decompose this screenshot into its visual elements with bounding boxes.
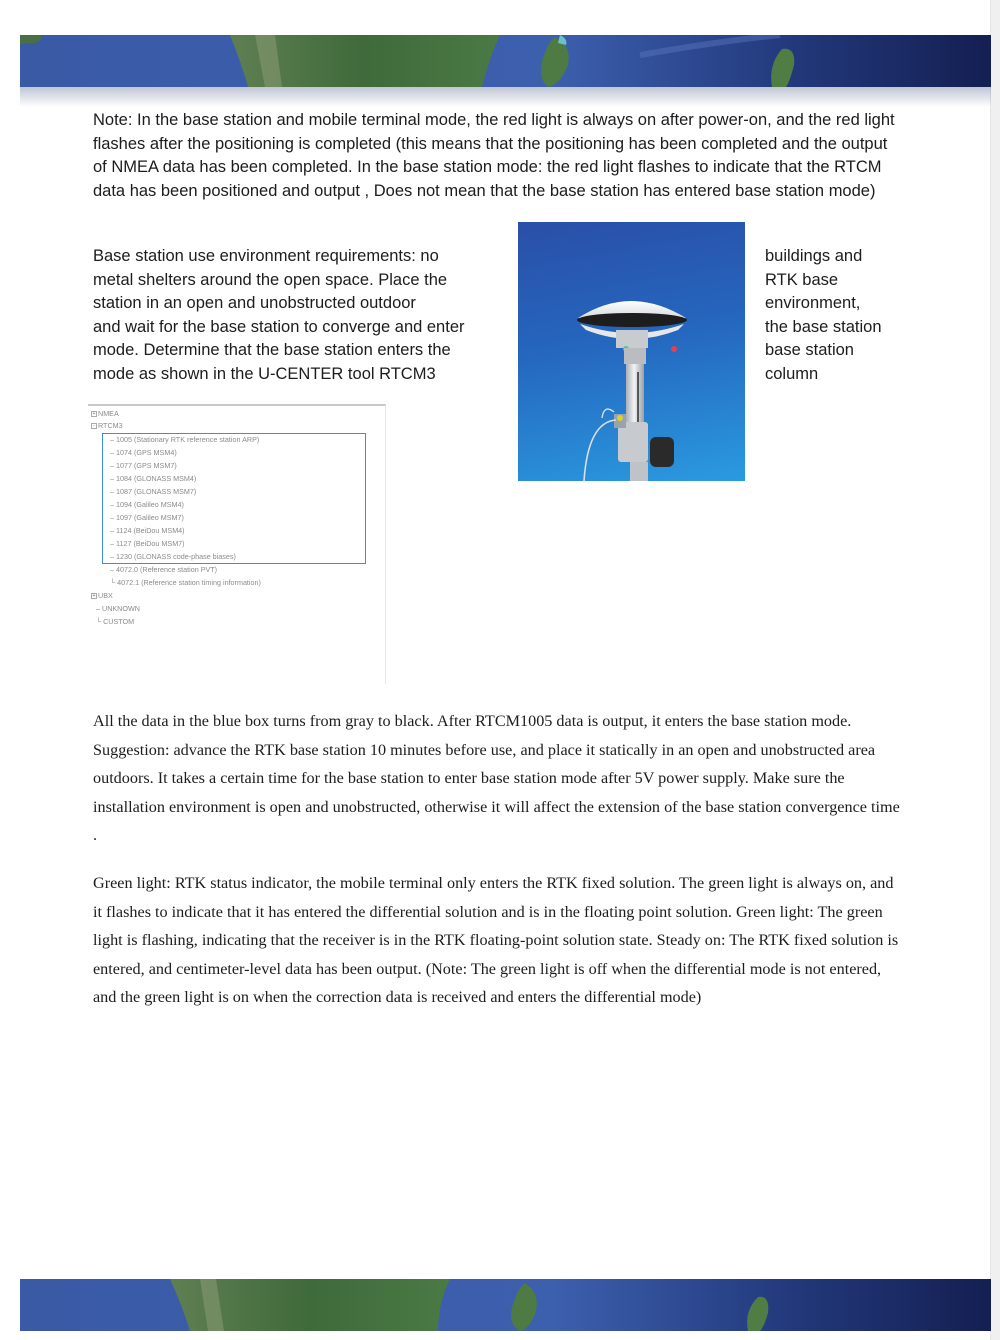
tree-node-ubx[interactable]: + UBX xyxy=(92,591,113,600)
text-line: environment, xyxy=(765,294,861,312)
environment-requirements-left xyxy=(93,245,503,386)
text-line: mode as shown in the U-CENTER tool RTCM3 xyxy=(93,364,436,383)
vertical-scrollbar[interactable] xyxy=(990,0,1000,1340)
text-line: base station xyxy=(765,341,854,359)
text-line: column xyxy=(765,364,819,383)
tree-node-4072-0[interactable]: – 4072.0 (Reference station PVT) xyxy=(110,565,218,574)
tree-node-1230[interactable]: – 1230 (GLONASS code-phase biases) xyxy=(110,552,236,561)
header-banner-reflection xyxy=(20,87,991,107)
gnss-antenna-illustration xyxy=(518,222,745,481)
text-line: mode. Determine that the base station enters the xyxy=(93,341,451,359)
text-line: RTK base xyxy=(765,270,839,289)
tree-node-unknown[interactable]: – UNKNOWN xyxy=(96,604,140,613)
text-line: station in an open and unobstructed outdoor xyxy=(93,294,416,312)
tree-node-custom[interactable]: └ CUSTOM xyxy=(96,617,135,626)
ucenter-message-tree xyxy=(88,404,386,684)
satellite-map-graphic xyxy=(20,35,991,87)
footer-banner-image xyxy=(20,1279,991,1331)
tree-node-1097[interactable]: – 1097 (Galileo MSM7) xyxy=(110,513,184,522)
collapse-icon[interactable]: - xyxy=(91,423,97,429)
tree-node-1005[interactable]: – 1005 (Stationary RTK reference station ARP) xyxy=(110,435,260,444)
text-line: buildings and xyxy=(765,247,863,265)
environment-requirements-right xyxy=(765,245,915,386)
text-line: Base station use environment requirements: no xyxy=(93,247,439,265)
expand-icon[interactable]: + xyxy=(92,593,96,600)
tree-node-1074[interactable]: – 1074 (GPS MSM4) xyxy=(110,448,177,457)
text-line: and wait for the base station to converge and enter xyxy=(93,317,465,336)
expand-icon[interactable]: + xyxy=(92,411,96,418)
tree-node-nmea[interactable]: + NMEA xyxy=(92,409,119,418)
tree-node-1127[interactable]: – 1127 (BeiDou MSM7) xyxy=(110,539,185,548)
tree-node-4072-1[interactable]: └ 4072.1 (Reference station timing information) xyxy=(110,578,261,587)
red-led-icon xyxy=(671,346,677,352)
tree-node-rtcm3[interactable]: - RTCM3 xyxy=(91,421,123,430)
rtk-base-station-photo xyxy=(518,222,745,481)
tree-node-1094[interactable]: – 1094 (Galileo MSM4) xyxy=(110,500,184,509)
tree-node-1124[interactable]: – 1124 (BeiDou MSM4) xyxy=(110,526,185,535)
text-line: the base station xyxy=(765,317,882,336)
header-banner-image xyxy=(20,35,991,87)
rtcm-instructions-paragraph: All the data in the blue box turns from gray to black. After RTCM1005 data is output, it enters the base station mode. Suggestion: advance the RTK base station 10 minutes before use, and place it statically in an open and unobstructed area outdoors. It takes a certain time for the base station to enter base station mode after 5V power supply. Make sure the installation environment is open and unobstructed, otherwise it will affect the extension of the base station convergence time . xyxy=(93,712,900,844)
tree-node-1087[interactable]: – 1087 (GLONASS MSM7) xyxy=(110,487,197,496)
tree-node-1077[interactable]: – 1077 (GPS MSM7) xyxy=(110,461,177,470)
satellite-map-graphic xyxy=(20,1279,991,1331)
green-light-paragraph: Green light: RTK status indicator, the mobile terminal only enters the RTK fixed solution. The green light is always on, and it flashes to indicate that it has entered the differential solution and is in the floating point solution. Green light: The green light is flashing, indicating that the receiver is in the RTK floating-point solution state. Steady on: The RTK fixed solution is entered, and centimeter-level data has been output. (Note: The green light is off when the differential mode is not entered, and the green light is on when the correction data is received and enters the differential mode) xyxy=(93,874,899,1006)
text-line: metal shelters around the open space. Place the xyxy=(93,270,448,289)
tree-node-1084[interactable]: – 1084 (GLONASS MSM4) xyxy=(110,474,197,483)
note-paragraph: Note: In the base station and mobile terminal mode, the red light is always on after power-on, and the red light flashes after the positioning is completed (this means that the positioning has been completed and the output of NMEA data has been completed. In the base station mode: the red light flashes to indicate that the RTCM data has been positioned and output , Does not mean that the base station has entered base station mode) xyxy=(93,111,895,200)
